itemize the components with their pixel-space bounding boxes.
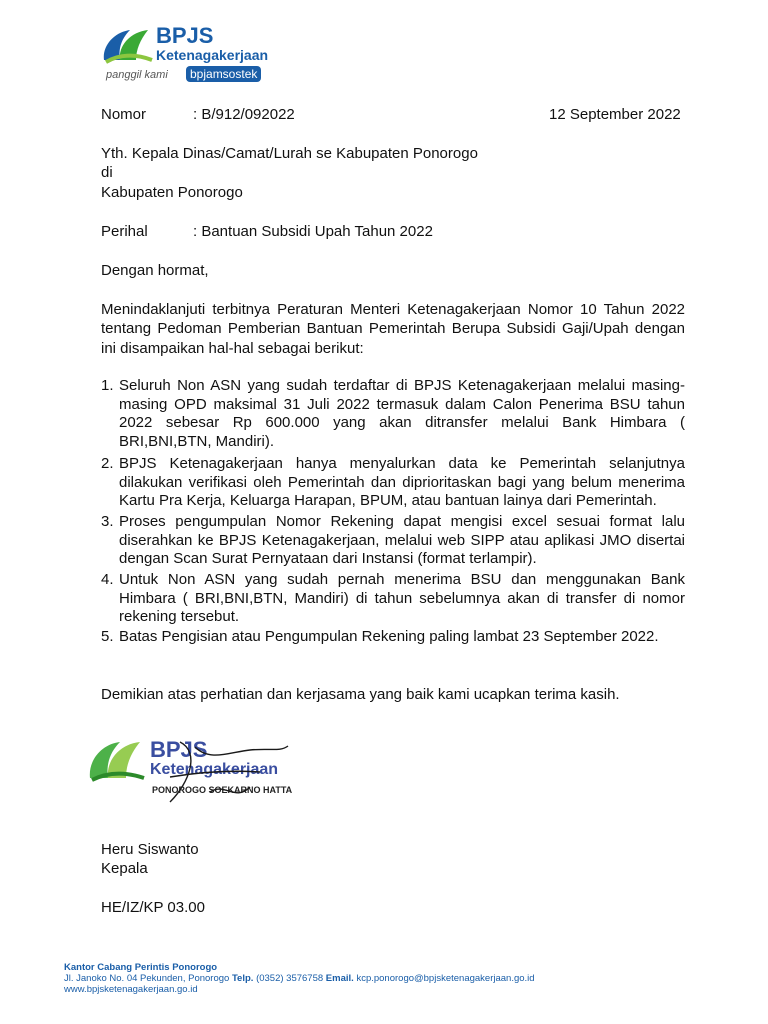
list-item (101, 377, 685, 451)
footer-office: Kantor Cabang Perintis Ponorogo (64, 962, 218, 973)
stamp-brand-sub: Ketenagakerjaan (150, 761, 279, 778)
list-item-number: 1. (101, 377, 114, 394)
stamp-office: PONOROGO SOEKARNO HATTA (152, 785, 293, 795)
letter-date: 12 September 2022 (549, 106, 681, 123)
signature-icon (140, 732, 293, 812)
list-item (101, 571, 685, 627)
footer-address: Jl. Janoko No. 04 Pekunden, Ponorogo (64, 973, 230, 984)
subject-label: Perihal (101, 223, 148, 240)
salutation: Dengan hormat, (101, 262, 209, 279)
bpjs-leaf-icon (100, 24, 156, 68)
recipient-line-1: Yth. Kepala Dinas/Camat/Lurah se Kabupaten Ponorogo (101, 145, 478, 162)
signatory-title: Kepala (101, 860, 148, 877)
footer-email-value[interactable]: kcp.ponorogo@bpjsketenagakerjaan.go.id (356, 973, 535, 984)
signatory-name: Heru Siswanto (101, 841, 199, 858)
logo-tagline-prefix: panggil kami (106, 69, 168, 81)
list-item-number: 4. (101, 571, 114, 588)
list-item-text: Batas Pengisian atau Pengumpulan Rekening paling lambat 23 September 2022. (119, 628, 659, 645)
stamp-brand: BPJS (150, 737, 208, 762)
footer-telp-value: (0352) 3576758 (256, 973, 324, 984)
logo-tagline-pill: bpjamsostek (186, 66, 261, 82)
footer (64, 962, 535, 995)
nomor-value: : B/912/092022 (193, 106, 295, 123)
closing-sentence: Demikian atas perhatian dan kerjasama yang baik kami ucapkan terima kasih. (101, 686, 620, 703)
logo-brand: BPJS (156, 23, 214, 48)
recipient-line-2: di (101, 164, 113, 181)
subject-value: : Bantuan Subsidi Upah Tahun 2022 (193, 223, 433, 240)
footer-telp-label: Telp. (231, 973, 254, 984)
list-item-number: 5. (101, 628, 114, 645)
list-item (101, 628, 685, 647)
list-item-number: 2. (101, 455, 114, 472)
logo-brand-sub: Ketenagakerjaan (156, 47, 269, 63)
list-item (101, 455, 685, 511)
footer-contact (64, 973, 535, 984)
footer-email-label: Email. (325, 973, 354, 984)
stamp-leaf-icon (86, 734, 148, 788)
list-item (101, 513, 685, 569)
intro-paragraph: Menindaklanjuti terbitnya Peraturan Menteri Ketenagakerjaan Nomor 10 Tahun 2022 tentang Pedoman Pemberian Bantuan Pemerintah Berupa Subsidi Gaji/Upah dengan ini disampaikan hal-hal sebagai berikut: (101, 301, 685, 357)
list-item-number: 3. (101, 513, 114, 530)
list-item-text: Untuk Non ASN yang sudah pernah menerima BSU dan menggunakan Bank Himbara ( BRI,BNI,BTN, Mandiri) di tahun sebelumnya akan di transfer di nomor rekening tersebut. (119, 571, 685, 626)
stamp (80, 732, 300, 816)
list-item-text: BPJS Ketenagakerjaan hanya menyalurkan data ke Pemerintah selanjutnya dilakukan verifikasi oleh Pemerintah dan diprioritaskan bagi yang belum menerima Kartu Pra Kerja, Keluarga Harapan, BPUM, atau bantuan lainya dari Pemerintah. (119, 455, 685, 510)
list-item-text: Proses pengumpulan Nomor Rekening dapat mengisi excel sesuai format lalu diserahkan ke BPJS Ketenagakerjaan, melalui web SIPP atau aplikasi JMO disertai dengan Scan Surat Pernyataan dari Instansi (format terlampir). (119, 513, 685, 568)
list-item-text: Seluruh Non ASN yang sudah terdaftar di BPJS Ketenagakerjaan melalui masing-masing OPD maksimal 31 Juli 2022 termasuk dalam Calon Penerima BSU tahun 2022 sebesar Rp 600.000 yang akan ditransfer melalui Bank Himbara ( BRI,BNI,BTN, Mandiri). (119, 377, 685, 450)
footer-website[interactable]: www.bpjsketenagakerjaan.go.id (64, 984, 198, 995)
nomor-label: Nomor (101, 106, 147, 123)
header-logo (100, 24, 290, 86)
reference-code: HE/IZ/KP 03.00 (101, 899, 205, 916)
recipient-line-3: Kabupaten Ponorogo (101, 184, 243, 201)
